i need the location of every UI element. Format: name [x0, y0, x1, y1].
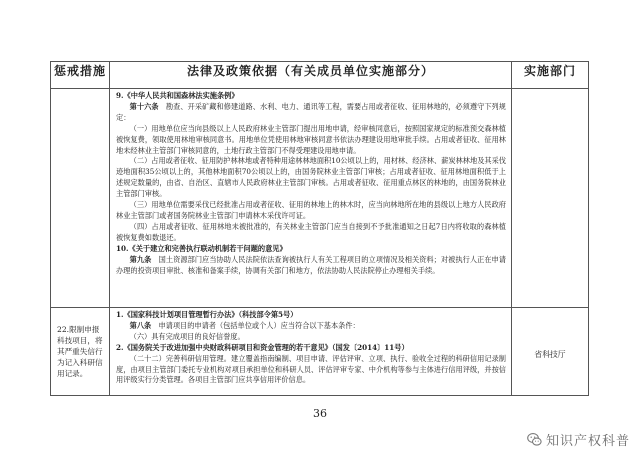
measure-text: 22.限制申报科技项目，将其严重失信行为记入科研信用记录。 [57, 325, 103, 378]
dept-cell-empty [512, 89, 589, 308]
law-paragraph [116, 222, 506, 244]
law-title [116, 91, 506, 102]
table-row [51, 308, 589, 396]
law-paragraph [116, 332, 506, 343]
watermark-text: 知识产权科普 [545, 434, 630, 449]
paragraph-text: （二十二）完善科研信用管理。建立覆盖指南编制、项目申请、评估评审、立项、执行、验收全过程的科研信用记录制度，由项目主管部门委托专业机构对项目承担单位和科研人员、评估评审专家、中介机构等参与主体进行信用评级，并按信用评级实行分类管理。各项目主管部门应共享信用评价信息。 [116, 353, 506, 385]
article-number: 第十六条 [129, 101, 159, 111]
paragraph-text: （六）具有完成项目的良好信誉度。 [129, 331, 245, 341]
law-paragraph [116, 354, 506, 387]
law-paragraph [116, 102, 506, 124]
law-title [116, 343, 506, 354]
law-title [116, 310, 506, 321]
measure-cell-empty [51, 89, 110, 308]
watermark [527, 430, 630, 449]
paragraph-text: 1.《国家科技计划项目管理暂行办法》（科技部令第5号） [116, 310, 298, 319]
paragraph-text: 2.《国务院关于改进加强中央财政科研项目和资金管理的若干意见》（国发〔2014〕11号） [116, 342, 409, 352]
law-basis-cell [110, 308, 512, 396]
law-paragraph [116, 124, 506, 157]
table-header-row [51, 62, 589, 89]
law-paragraph [116, 321, 506, 332]
paragraph-text: （四）占用或者征收、征用林地未被批准的，有关林业主管部门应当自接到不予批准通知之日起7日内将收取的森林植被恢复费如数退还。 [116, 221, 506, 242]
law-paragraph [116, 156, 506, 200]
article-number: 第八条 [129, 320, 152, 330]
paragraph-text: 勘查、开采矿藏和修建道路、水利、电力、通讯等工程，需要占用或者征收、征用林地的，必须遵守下列规定： [116, 101, 506, 122]
paragraph-text: （三）用地单位需要采伐已经批准占用或者征收、征用的林地上的林木时，应当向林地所在地的县级以上地方人民政府林业主管部门或者国务院林业主管部门申请林木采伐许可证。 [116, 200, 506, 220]
article-number: 第九条 [129, 254, 152, 264]
dept-cell [512, 308, 589, 396]
measures-table [50, 61, 589, 396]
header-law: 法律及政策依据（有关成员单位实施部分） [110, 62, 512, 89]
law-paragraph [116, 200, 506, 222]
dept-text: 省科技厅 [534, 350, 566, 359]
paragraph-text: 国土资源部门应当协助人民法院依法查询被执行人有关工程项目的立项情况及相关资料；对被执行人正在申请办理的投资项目审批、核准和备案手续，协调有关部门和地方，依法协助人民法院停止办理相关手续。 [116, 254, 506, 275]
paragraph-text: 10.《关于建立和完善执行联动机制若干问题的意见》 [116, 243, 287, 253]
header-dept: 实施部门 [512, 62, 589, 89]
paragraph-text: （一）用地单位应当向县级以上人民政府林业主管部门提出用地申请，经审核同意后，按照国家规定的标准预交森林植被恢复费，领取使用林地审核同意书。用地单位凭使用林地审核同意书依法办理建设用地审批手续。占用或者征收、征用林地未经林业主管部门审核同意的，土地行政主管部门不得受理建设用地申请。 [116, 123, 506, 155]
measure-cell [51, 308, 110, 396]
paragraph-text: （二）占用或者征收、征用防护林林地或者特种用途林林地面积10公顷以上的，用材林、经济林、薪炭林林地及其采伐迹地面积35公顷以上的，其他林地面积70公顷以上的，由国务院林业主管部门审核；占用或者征收、征用林地面积低于上述规定数量的，由省、自治区、直辖市人民政府林业主管部门审核。占用或者征收、征用重点林区的林地的，由国务院林业主管部门审核。 [116, 156, 506, 199]
paragraph-text: 9.《中华人民共和国森林法实施条例》 [116, 91, 239, 100]
law-paragraph [116, 255, 506, 277]
page-number: 36 [313, 407, 327, 420]
header-measures: 惩戒措施 [51, 62, 110, 89]
paragraph-text: 申请项目的申请者（包括单位或个人）应当符合以下基本条件： [151, 320, 360, 330]
law-basis-cell [110, 89, 512, 308]
table-row [51, 89, 589, 308]
law-title [116, 244, 506, 255]
wechat-icon [527, 432, 542, 447]
